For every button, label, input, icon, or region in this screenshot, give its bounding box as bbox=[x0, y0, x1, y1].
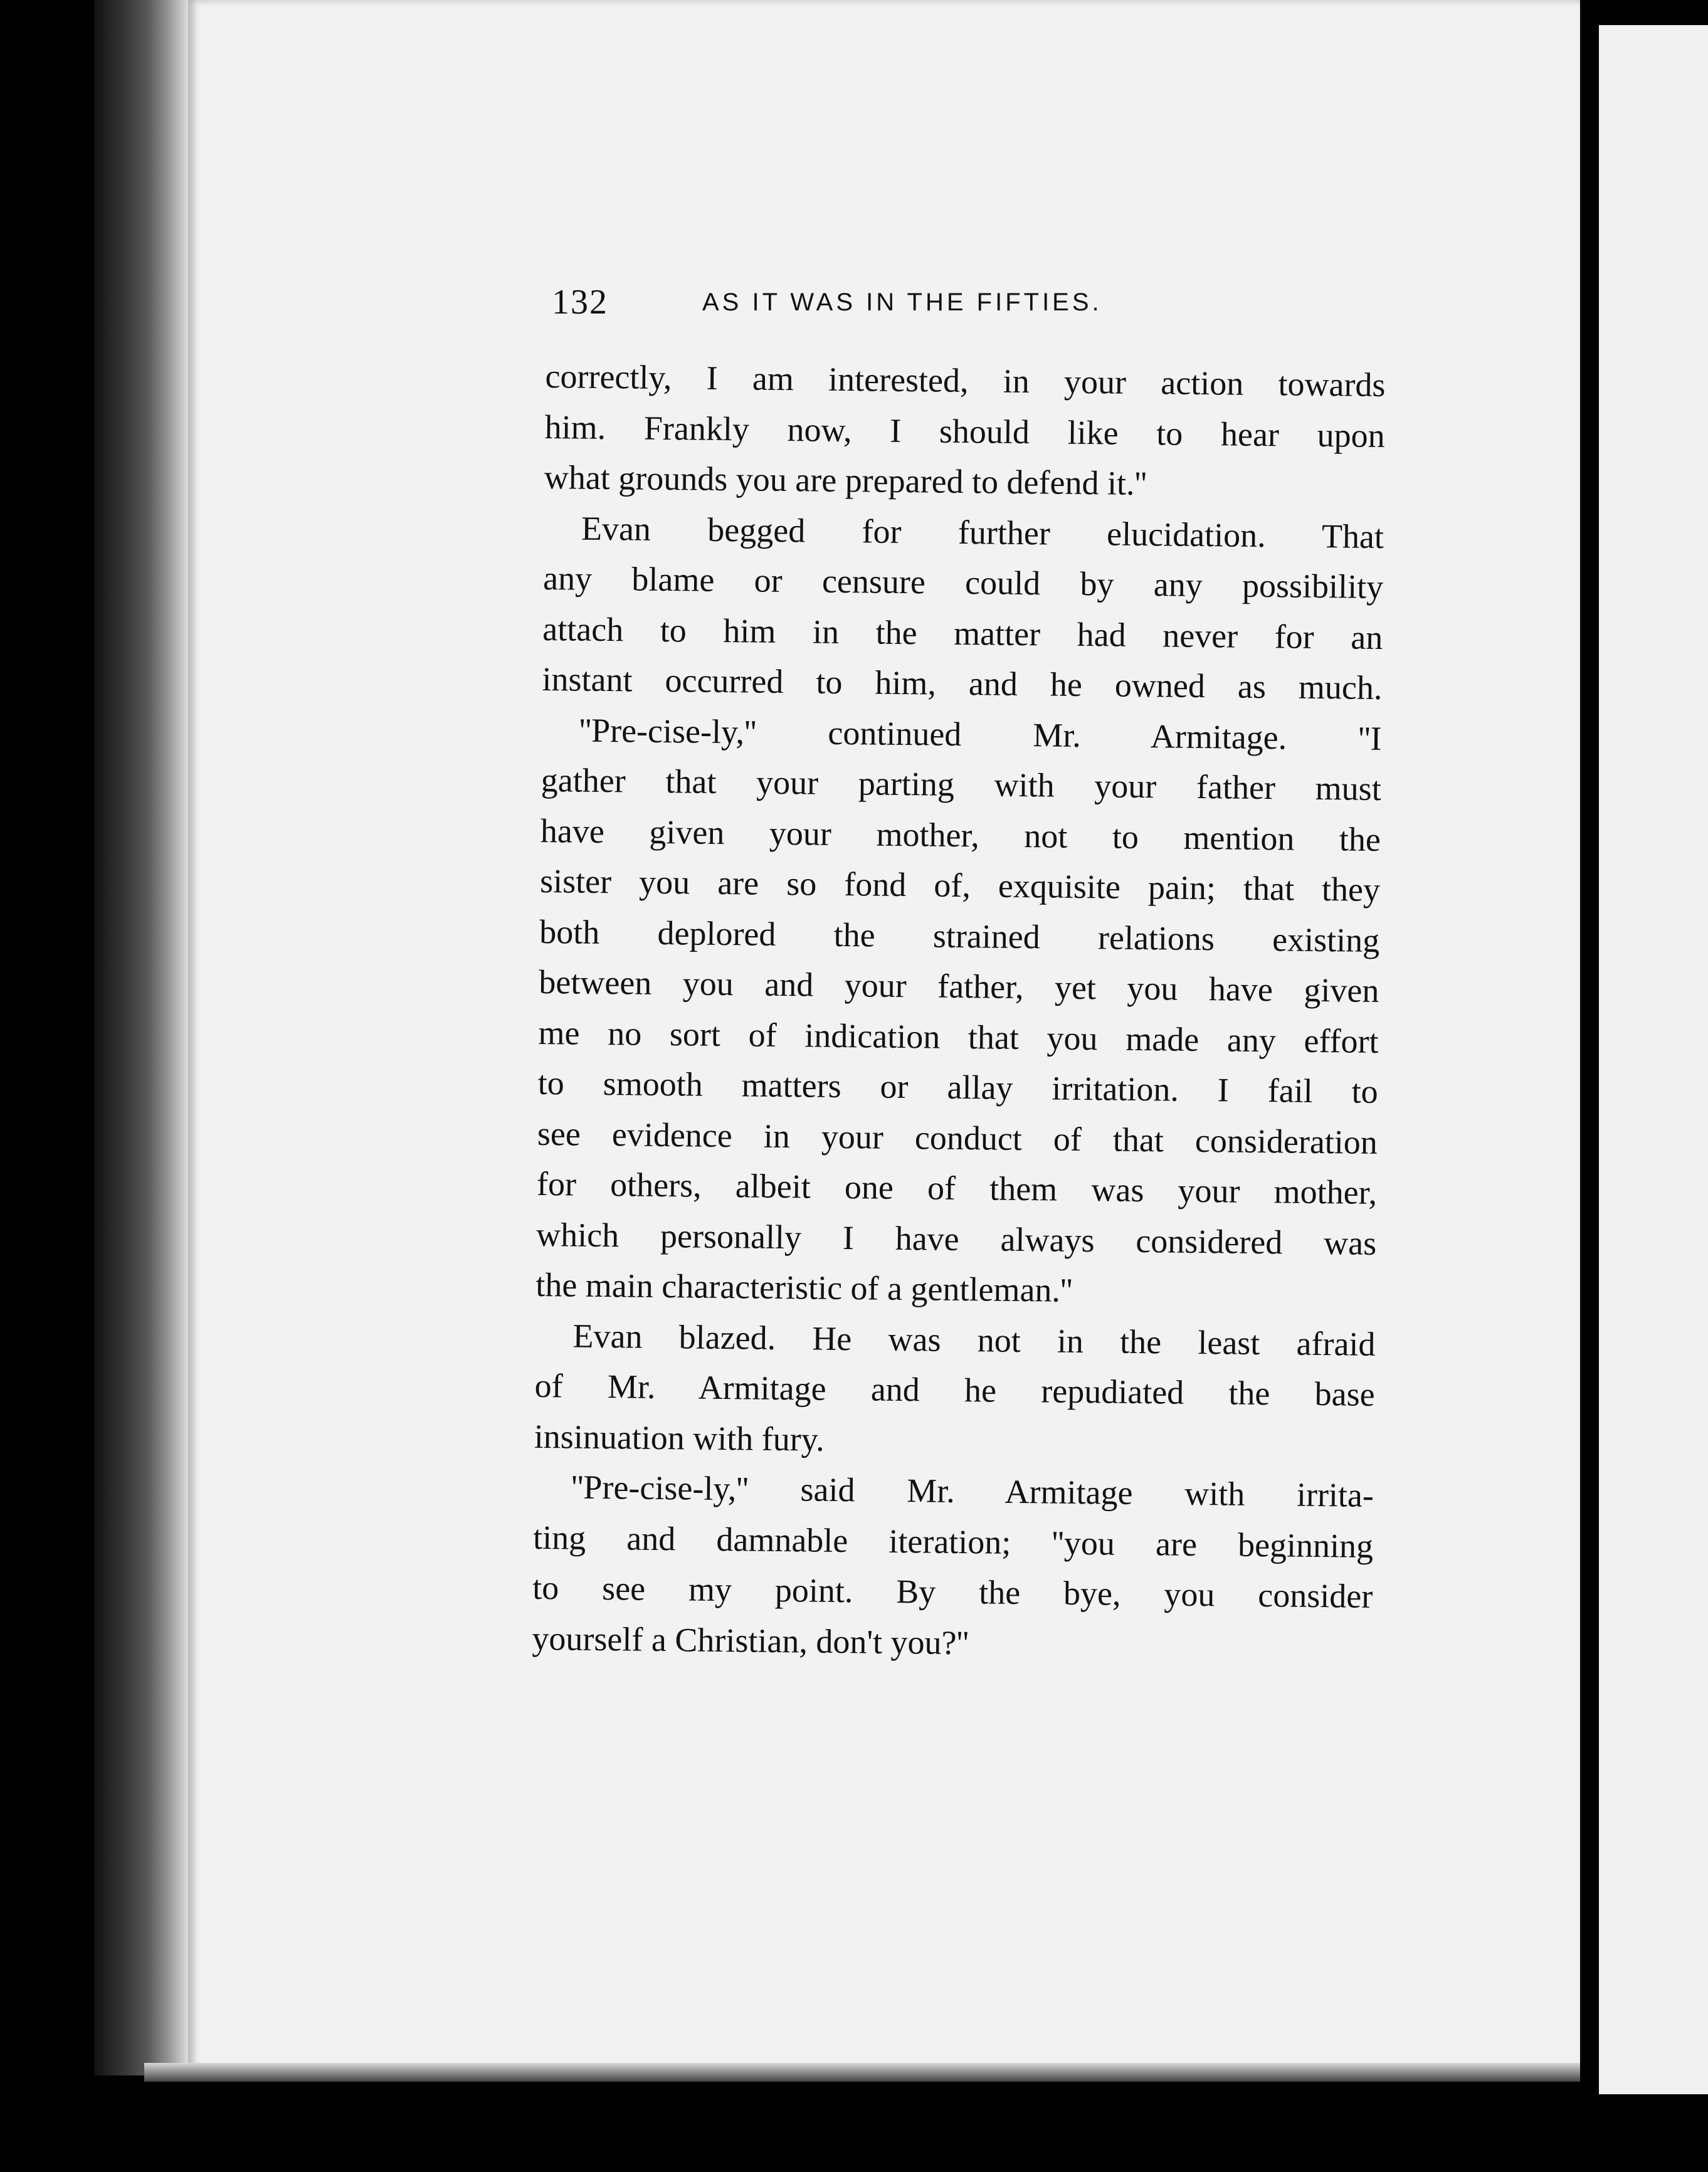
text-line: have given your mother, not to mention the bbox=[540, 811, 1381, 858]
page-number: 132 bbox=[552, 283, 608, 322]
text-line: both deplored the strained relations existing bbox=[539, 912, 1380, 959]
text-line: gather that your parting with your father must bbox=[540, 761, 1382, 808]
facing-page-edge bbox=[1599, 25, 1708, 2094]
text-line: sister you are so fond of, exquisite pain; that they bbox=[539, 862, 1381, 909]
text-line: yourself a Christian, don't you?'' bbox=[532, 1619, 969, 1662]
text-line: to smooth matters or allay irritation. I fail to bbox=[537, 1063, 1379, 1110]
scan-speck bbox=[1530, 2157, 1537, 2164]
page-gutter bbox=[1580, 0, 1599, 2172]
text-line: ting and damnable iteration; ''you are beginning bbox=[532, 1518, 1374, 1565]
text-line: ''Pre-cise-ly,'' continued Mr. Armitage. ''I bbox=[579, 711, 1382, 757]
text-line: any blame or censure could by any possibility bbox=[542, 559, 1384, 606]
text-line: ''Pre-cise-ly,'' said Mr. Armitage with irrita- bbox=[571, 1468, 1374, 1514]
scan-speck bbox=[6, 188, 20, 207]
text-line: attach to him in the matter had never for an bbox=[542, 609, 1383, 656]
text-line: insinuation with fury. bbox=[534, 1417, 825, 1458]
text-line: for others, albeit one of them was your mother, bbox=[536, 1164, 1378, 1211]
text-line: what grounds you are prepared to defend it.'' bbox=[544, 458, 1147, 503]
running-head: AS IT WAS IN THE FIFTIES. bbox=[702, 288, 1102, 316]
text-line: to see my point. By the bye, you consider bbox=[532, 1568, 1373, 1615]
text-line: see evidence in your conduct of that consideration bbox=[537, 1114, 1378, 1161]
body-text bbox=[532, 351, 1386, 1672]
text-line: him. Frankly now, I should like to hear upon bbox=[544, 408, 1385, 455]
text-line: Evan begged for further elucidation. That bbox=[581, 509, 1384, 556]
text-line: Evan blazed. He was not in the least afraid bbox=[572, 1317, 1376, 1363]
book-left-edge bbox=[94, 0, 188, 2075]
text-line: correctly, I am interested, in your action towards bbox=[545, 357, 1386, 404]
page-header bbox=[552, 282, 1241, 326]
text-line: which personally I have always considered was bbox=[535, 1215, 1377, 1262]
text-line: me no sort of indication that you made any effort bbox=[538, 1013, 1379, 1060]
text-line: between you and your father, yet you have given bbox=[539, 962, 1379, 1010]
text-line: the main characteristic of a gentleman.'' bbox=[535, 1265, 1073, 1309]
text-line: of Mr. Armitage and he repudiated the base bbox=[534, 1366, 1375, 1413]
text-line: instant occurred to him, and he owned as much. bbox=[542, 660, 1383, 707]
book-bottom-edge bbox=[144, 2063, 1580, 2082]
